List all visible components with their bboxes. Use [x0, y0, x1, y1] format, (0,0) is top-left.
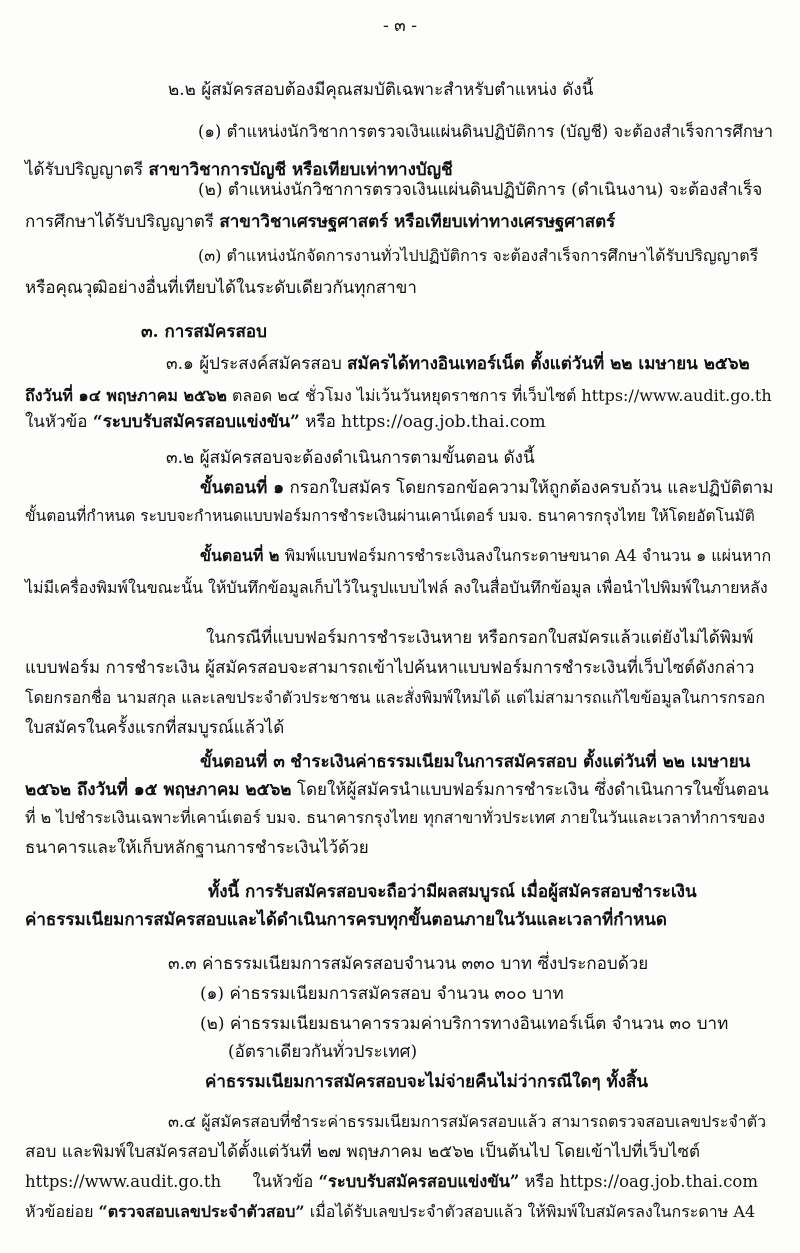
sec-3-4-line2: สอบ และพิมพ์ใบสมัครสอบได้ตั้งแต่วันที่ ๒๗ พฤษภาคม ๒๕๖๒ เป็นต้นไป โดยเข้าไปที่เว็บไซต์ — [25, 1142, 701, 1162]
sec-3-1-topic-name: “ระบบรับสมัครสอบแข่งขัน” — [92, 412, 300, 432]
step2-line2: ไม่มีเครื่องพิมพ์ในขณะนั้น ให้บันทึกข้อมูลเก็บไว้ในรูปแบบไฟล์ ลงในสื่อบันทึกข้อมูล เพื่อนำไปพิมพ์ในภายหลัง — [25, 578, 768, 597]
sec-3-1-topic-label: ในหัวข้อ — [25, 412, 88, 432]
sec-3-4-topic-name: “ระบบรับสมัครสอบแข่งขัน” — [318, 1172, 520, 1191]
case-line1: ในกรณีที่แบบฟอร์มการชำระเงินหาย หรือกรอกใบสมัครแล้วแต่ยังไม่ได้พิมพ์ — [206, 628, 754, 648]
sec-3-2-heading: ๓.๒ ผู้สมัครสอบจะต้องดำเนินการตามขั้นตอน ดังนี้ — [166, 448, 535, 468]
item2-major-text: สาขาวิชาเศรษฐศาสตร์ หรือเทียบเท่าทางเศรษฐศาสตร์ — [219, 212, 616, 232]
step1-line1 — [200, 476, 774, 500]
step1-text: กรอกใบสมัคร โดยกรอกข้อความให้ถูกต้องครบถ้วน และปฏิบัติตาม — [289, 478, 774, 498]
sec-3-1-line1 — [166, 352, 750, 376]
note-line1: ทั้งนี้ การรับสมัครสอบจะถือว่ามีผลสมบูรณ์ เมื่อผู้สมัครสอบชำระเงิน — [208, 882, 697, 902]
step3-label: ขั้นตอนที่ ๓ — [200, 752, 285, 772]
sec-3-3-item2: (๒) ค่าธรรมเนียมธนาคารรวมค่าบริการทางอินเทอร์เน็ต จำนวน ๓๐ บาท — [200, 1014, 729, 1034]
sec-3-3-heading: ๓.๓ ค่าธรรมเนียมการสมัครสอบจำนวน ๓๓๐ บาท ซึ่งประกอบด้วย — [168, 954, 649, 974]
case-line4: ใบสมัครในครั้งแรกที่สมบูรณ์แล้วได้ — [25, 718, 285, 738]
sec-3-4-subtopic-name: “ตรวจสอบเลขประจำตัวสอบ” — [98, 1202, 305, 1221]
step2-label: ขั้นตอนที่ ๒ — [200, 546, 280, 565]
case-line3: โดยกรอกชื่อ นามสกุล และเลขประจำตัวประชาชน และสั่งพิมพ์ใหม่ได้ แต่ไม่สามารถแก้ไขข้อมูลในการกรอก — [25, 688, 766, 707]
sec-3-1-intro: ๓.๑ ผู้ประสงค์สมัครสอบ — [166, 354, 342, 374]
step3-line1 — [200, 750, 750, 774]
sec-3-1-online-dates: สมัครได้ทางอินเทอร์เน็ต ตั้งแต่วันที่ ๒๒ เมษายน ๒๕๖๒ — [347, 354, 750, 374]
sec-3-4-topic-label: ในหัวข้อ — [252, 1172, 314, 1191]
section-3-heading: ๓. การสมัครสอบ — [141, 322, 267, 342]
step1-line2: ขั้นตอนที่กำหนด ระบบจะกำหนดแบบฟอร์มการชำระเงินผ่านเคาน์เตอร์ บมจ. ธนาคารกรุงไทย ให้โดยอัตโนมัติ — [25, 507, 755, 525]
sec-3-3-item1: (๑) ค่าธรรมเนียมการสมัครสอบ จำนวน ๓๐๐ บาท — [200, 984, 564, 1004]
sec-3-1-line3 — [25, 410, 546, 434]
sec-3-1-line2 — [25, 384, 772, 408]
item2-degree-text: การศึกษาได้รับปริญญาตรี — [25, 212, 214, 232]
step3-dates: ๒๕๖๒ ถึงวันที่ ๑๕ พฤษภาคม ๒๕๖๒ — [25, 780, 292, 800]
step2-line1 — [200, 544, 771, 568]
sec-3-4-line3 — [25, 1170, 758, 1194]
sec-2-2-item3-line2: หรือคุณวุฒิอย่างอื่นที่เทียบได้ในระดับเดียวกันทุกสาขา — [25, 278, 417, 298]
sec-3-4-alt-url: หรือ https://oag.job.thai.com — [524, 1172, 758, 1191]
sec-2-2-item3-line1: (๓) ตำแหน่งนักจัดการงานทั่วไปปฏิบัติการ จะต้องสำเร็จการศึกษาได้รับปริญญาตรี — [198, 246, 759, 265]
step3-line3: ที่ ๒ ไปชำระเงินเฉพาะที่เคาน์เตอร์ บมจ. ธนาคารกรุงไทย ทุกสาขาทั่วประเทศ ภายในวันและเวลาทำการของ — [25, 808, 766, 827]
step3-text: ชำระเงินค่าธรรมเนียมในการสมัครสอบ ตั้งแต่วันที่ ๒๒ เมษายน — [290, 752, 751, 772]
sec-3-1-end-date: ถึงวันที่ ๑๔ พฤษภาคม ๒๕๖๒ — [25, 386, 227, 405]
sec-3-4-line4 — [25, 1200, 755, 1224]
item1-degree-text: ได้รับปริญญาตรี — [25, 160, 144, 180]
step3-line2 — [25, 778, 769, 802]
sec-3-4-print-instruction: เมื่อได้รับเลขประจำตัวสอบแล้ว ให้พิมพ์ใบสมัครลงในกระดาษ A4 — [309, 1202, 756, 1221]
sec-2-2-item2-line1: (๒) ตำแหน่งนักวิชาการตรวจเงินแผ่นดินปฏิบัติการ (ดำเนินงาน) จะต้องสำเร็จ — [198, 180, 763, 200]
step3-instruction: โดยให้ผู้สมัครนำแบบฟอร์มการชำระเงิน ซึ่งดำเนินการในขั้นตอน — [296, 780, 769, 800]
audit-website-url: https://www.audit.go.th — [25, 1172, 222, 1191]
sec-2-2-item2-line2 — [25, 210, 615, 234]
sec-3-1-alt-url: หรือ https://oag.job.thai.com — [305, 412, 546, 432]
step2-text: พิมพ์แบบฟอร์มการชำระเงินลงในกระดาษขนาด A4 จำนวน ๑ แผ่นหาก — [284, 546, 772, 565]
item1-major-text: สาขาวิชาการบัญชี หรือเทียบเท่าทางบัญชี — [148, 160, 453, 180]
step3-line4: ธนาคารและให้เก็บหลักฐานการชำระเงินไว้ด้วย — [25, 838, 369, 858]
sec-3-4-subtopic-label: หัวข้อย่อย — [25, 1202, 94, 1221]
note-line2: ค่าธรรมเนียมการสมัครสอบและได้ดำเนินการครบทุกขั้นตอนภายในวันและเวลาที่กำหนด — [25, 910, 667, 930]
sec-3-3-item2-note: (อัตราเดียวกันทั่วประเทศ) — [228, 1042, 418, 1062]
page-number: - ๓ - — [383, 16, 417, 36]
sec-3-1-website-text: ตลอด ๒๔ ชั่วโมง ไม่เว้นวันหยุดราชการ ที่เว็บไซต์ https://www.audit.go.th — [231, 386, 772, 405]
sec-3-3-no-refund: ค่าธรรมเนียมการสมัครสอบจะไม่จ่ายคืนไม่ว่ากรณีใดๆ ทั้งสิ้น — [205, 1072, 649, 1092]
step1-label: ขั้นตอนที่ ๑ — [200, 478, 285, 498]
sec-2-2-item1-line1: (๑) ตำแหน่งนักวิชาการตรวจเงินแผ่นดินปฏิบัติการ (บัญชี) จะต้องสำเร็จการศึกษา — [198, 122, 773, 141]
case-line2: แบบฟอร์ม การชำระเงิน ผู้สมัครสอบจะสามารถเข้าไปค้นหาแบบฟอร์มการชำระเงินที่เว็บไซต์ดังกล่าว — [25, 658, 755, 678]
sec-3-4-line1: ๓.๔ ผู้สมัครสอบที่ชำระค่าธรรมเนียมการสมัครสอบแล้ว สามารถตรวจสอบเลขประจำตัว — [168, 1112, 767, 1131]
section-2-2-heading: ๒.๒ ผู้สมัครสอบต้องมีคุณสมบัติเฉพาะสำหรับตำแหน่ง ดังนี้ — [168, 80, 594, 100]
